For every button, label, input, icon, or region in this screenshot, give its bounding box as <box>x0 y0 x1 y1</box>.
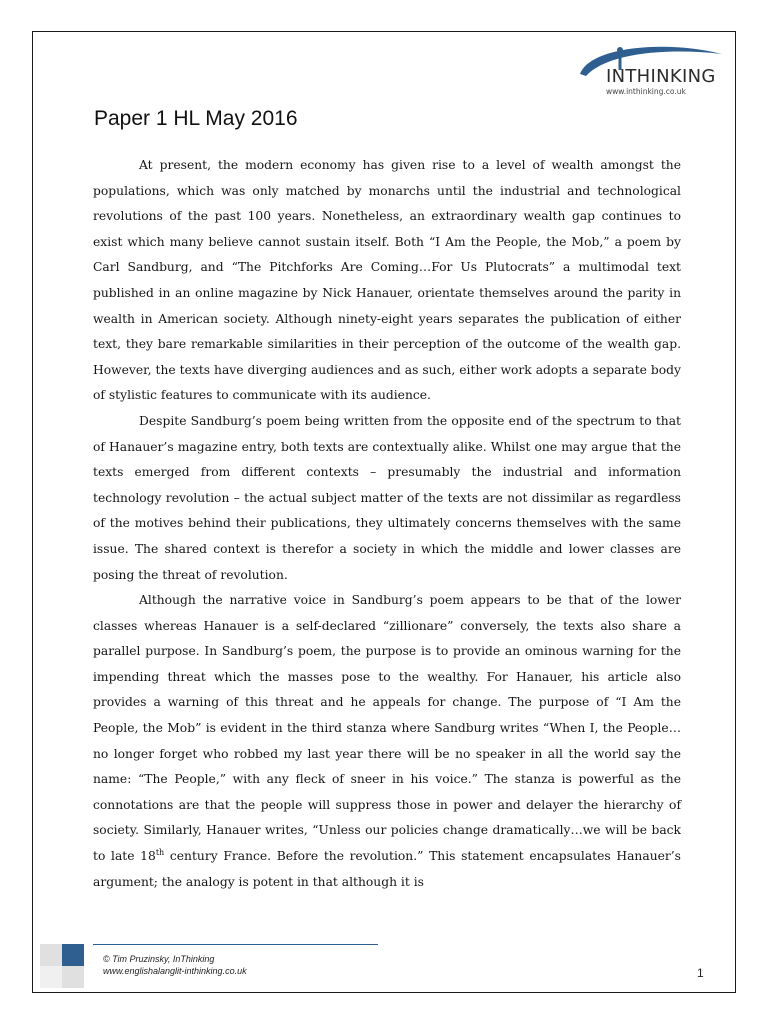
page-number: 1 <box>697 966 704 980</box>
essay-body <box>93 153 681 895</box>
decorative-square <box>40 966 62 988</box>
footer-rule <box>93 944 378 945</box>
decorative-square <box>62 966 84 988</box>
inthinking-logo <box>572 40 724 102</box>
paragraph-text: Although the narrative voice in Sandburg’s poem appears to be that of the lower classes whereas Hanauer is a self-declared “zillionare” conversely, the texts also share a parallel purpose. In Sandburg’s poem, the purpose is to provide an ominous warning for the impending threat which the masses pose to the wealthy. For Hanauer, his article also provides a warning of this threat and he appeals for change. The purpose of “I Am the People, the Mob” is evident in the third stanza where Sandburg writes “When I, the People…no longer forget who robbed my last year there will be no speaker in all the world say the name: “The People,” with any fleck of sneer in his voice.” The stanza is powerful as the connotations are that the people will suppress those in power and delayer the hierarchy of society. Similarly, Hanauer writes, “Unless our policies change dramatically…we will be back to late 18 <box>93 593 681 864</box>
paragraph: At present, the modern economy has given rise to a level of wealth amongst the populations, which was only matched by monarchs until the industrial and technological revolutions of the past 100 years. Nonetheless, an extraordinary wealth gap continues to exist which many believe cannot sustain itself. Both “I Am the People, the Mob,” a poem by Carl Sandburg, and “The Pitchforks Are Coming…For Us Plutocrats” a multimodal text published in an online magazine by Nick Hanauer, orientate themselves around the parity in wealth in American society. Although ninety-eight years separates the publication of either text, they bare remarkable similarities in their perception of the outcome of the wealth gap. However, the texts have diverging audiences and as such, either work adopts a separate body of stylistic features to communicate with its audience. <box>93 158 681 403</box>
paragraph <box>93 588 681 895</box>
ordinal-suffix: th <box>155 847 165 857</box>
decorative-square <box>40 944 62 966</box>
logo-url: www.inthinking.co.uk <box>606 87 686 96</box>
footer-credit: © Tim Pruzinsky, InThinking <box>103 954 215 964</box>
logo-wordmark: INTHINKING <box>606 66 716 87</box>
paragraph-text: century France. Before the revolution.” This statement encapsulates Hanauer’s argument; the analogy is potent in that although it is <box>93 849 681 889</box>
page-title: Paper 1 HL May 2016 <box>94 107 298 130</box>
footer-url: www.englishalanglit-inthinking.co.uk <box>103 966 247 976</box>
decorative-square <box>62 944 84 966</box>
paragraph: Despite Sandburg’s poem being written from the opposite end of the spectrum to that of Hanauer’s magazine entry, both texts are contextually alike. Whilst one may argue that the texts emerged from different contexts – presumably the industrial and information technology revolution – the actual subject matter of the texts are not dissimilar as regardless of the motives behind their publications, they ultimately concerns themselves with the same issue. The shared context is therefor a society in which the middle and lower classes are posing the threat of revolution. <box>93 413 681 582</box>
